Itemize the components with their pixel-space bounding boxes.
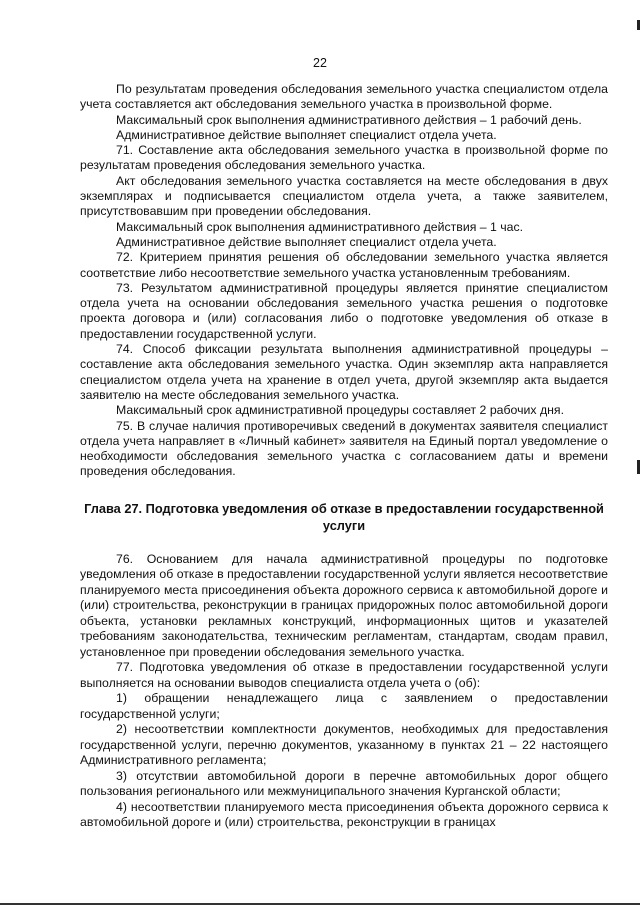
paragraph: 72. Критерием принятия решения об обследовании земельного участка является соответствие либо несоответствие земельного участка установленным требованиям.: [80, 250, 608, 280]
section-before: [80, 82, 608, 480]
paragraph: Максимальный срок административной процедуры составляет 2 рабочих дня.: [116, 403, 564, 418]
paragraph: 73. Результатом административной процедуры является принятие специалистом отдела учета на основании обследования земельного участка решения о подготовке проекта договора и (или) согласования либо о подготовке уведомления об отказе в предоставлении государственной услуги.: [80, 280, 608, 341]
paragraph: 71. Составление акта обследования земельного участка в произвольной форме по результатам проведения обследования земельного участка.: [80, 143, 608, 173]
document-body: [80, 82, 608, 831]
paragraph: 77. Подготовка уведомления об отказе в предоставлении государственной услуги выполняется на основании выводов специалиста отдела учета о (об):: [80, 660, 608, 690]
paragraph: Максимальный срок выполнения административного действия – 1 час.: [116, 219, 524, 234]
paragraph: Максимальный срок выполнения административного действия – 1 рабочий день.: [116, 112, 582, 127]
page-number: 22: [313, 56, 327, 70]
paragraph: По результатам проведения обследования земельного участка специалистом отдела учета составляется акт обследования земельного участка в произвольной форме.: [80, 82, 608, 112]
paragraph: 75. В случае наличия противоречивых сведений в документах заявителя специалист отдела учета направляет в «Личный кабинет» заявителя на Единый портал уведомление о необходимости обследования земельного участка с согласованием даты и времени проведения обследования.: [80, 418, 608, 479]
paragraph: 74. Способ фиксации результата выполнения административной процедуры – составление акта обследования земельного участка. Один экземпляр акта направляется специалистом отдела учета на хранение в отдел учета, другой экземпляр акта выдается заявителю на месте обследования земельного участка.: [80, 342, 608, 402]
section-after: [80, 552, 608, 831]
chapter-title: Глава 27. Подготовка уведомления об отказе в предоставлении государственной услуги: [84, 500, 604, 533]
paragraph: Акт обследования земельного участка составляется на месте обследования в двух экземплярах и подписывается специалистом отдела учета, а также заявителем, присутствовавшим при проведении обследования.: [80, 173, 608, 219]
list-item: 3) отсутствии автомобильной дороги в перечне автомобильных дорог общего пользования регионального или межмуниципального значения Курганской области;: [80, 768, 608, 799]
list-item: 1) обращении ненадлежащего лица с заявлением о предоставлении государственной услуги;: [80, 691, 608, 721]
paragraph: Административное действие выполняет специалист отдела учета.: [116, 127, 497, 142]
list-item: 2) несоответствии комплектности документов, необходимых для предоставления государственной услуги, перечню документов, указанному в пунктах 21 – 22 настоящего Административного регламента;: [80, 722, 608, 768]
list-item: 4) несоответствии планируемого места присоединения объекта дорожного сервиса к автомобильной дороге и (или) строительства, реконструкции в границах: [80, 799, 608, 830]
paragraph: Административное действие выполняет специалист отдела учета.: [116, 234, 497, 249]
paragraph: 76. Основанием для начала административной процедуры по подготовке уведомления об отказе в предоставлении государственной услуги является несоответствие планируемого места присоединения объекта дорожного сервиса к автомобильной дороге и (или) строительства, реконструкции в границах придорожных полос автомобильной дороги объекта, установки рекламных конструкций, информационных щитов и указателей требованиям законодательства, техническим регламентам, стандартам, сводам правил, установленное при проведении обследования земельного участка.: [80, 551, 608, 659]
